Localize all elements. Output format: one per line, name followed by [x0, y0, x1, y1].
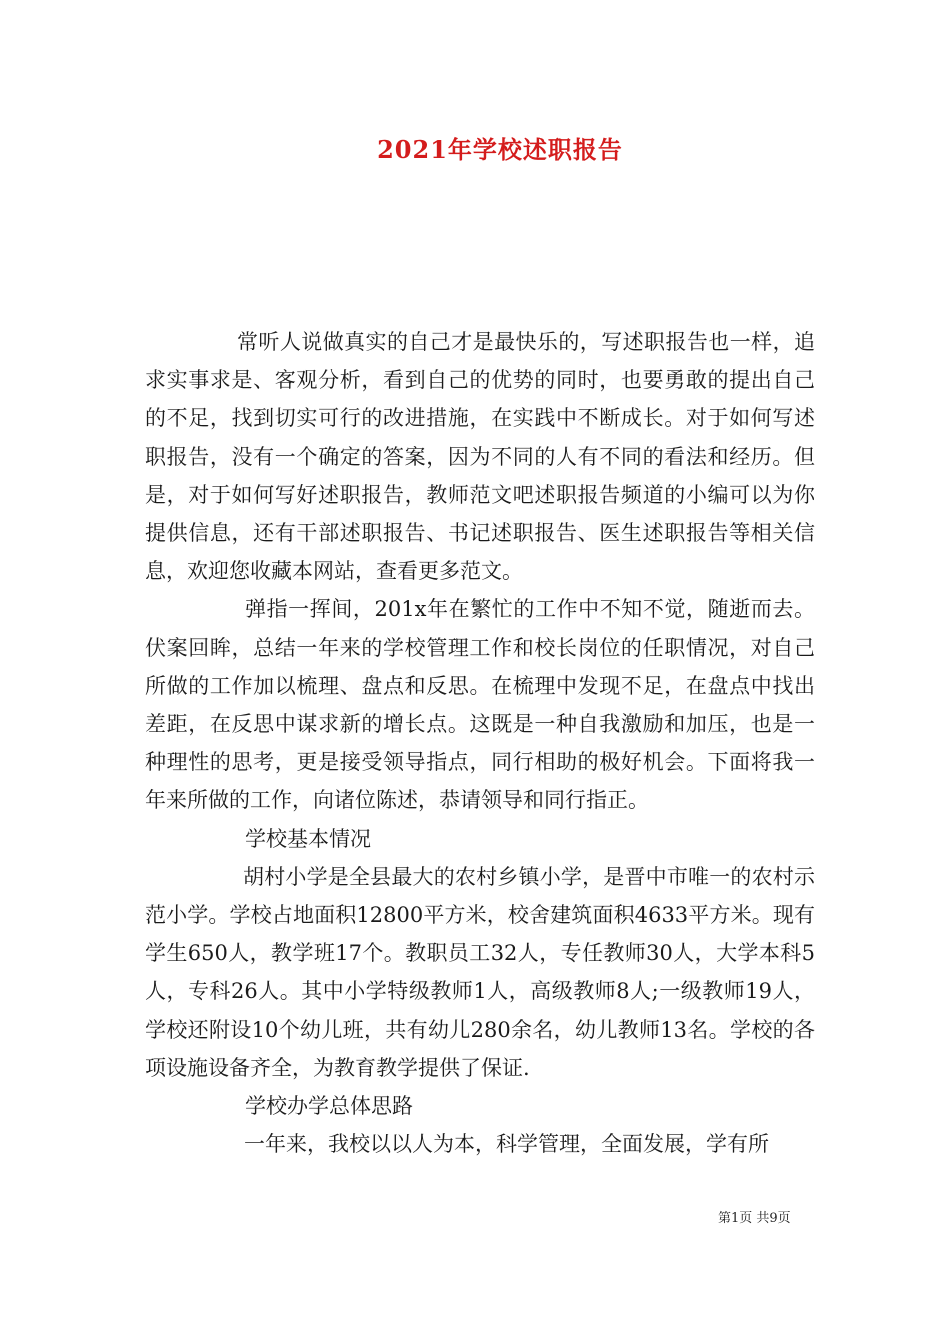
section-heading-school-overview: 学校基本情况 — [245, 826, 371, 851]
overall-approach-paragraph: 一年来，我校以以人为本，科学管理，全面发展，学有所 — [244, 1132, 769, 1157]
intro-paragraph: 常听人说做真实的自己才是最快乐的，写述职报告也一样，追求实事求是、客观分析，看到自己的优势的同时，也要勇敢的提出自己的不足，找到切实可行的改进措施，在实践中不断成长。对于如何写述职报告，没有一个确定的答案，因为不同的人有不同的看法和经历。但是，对于如何写好述职报告，教师范文吧述职报告频道的小编可以为你提供信息，还有干部述职报告、书记述职报告、医生述职报告等相关信息，欢迎您收藏本网站，查看更多范文。 — [145, 330, 815, 584]
section-heading-overall-approach: 学校办学总体思路 — [245, 1094, 413, 1119]
page-number: 第1页 共9页 — [718, 1211, 791, 1226]
school-overview-paragraph: 胡村小学是全县最大的农村乡镇小学，是晋中市唯一的农村示范小学。学校占地面积12800平方米，校舍建筑面积4633平方米。现有学生650人，教学班17个。教职员工32人，专任教师30人，大学本科5人，专科26人。其中小学特级教师1人，高级教师8人;一级教师19人，学校还附设10个幼儿班，共有幼儿280余名，幼儿教师13名。学校的各项设施设备齐全，为教育教学提供了保证. — [145, 864, 815, 1080]
review-paragraph: 弹指一挥间，201x年在繁忙的工作中不知不觉，随逝而去。伏案回眸，总结一年来的学校管理工作和校长岗位的任职情况，对自己所做的工作加以梳理、盘点和反思。在梳理中发现不足，在盘点中找出差距，在反思中谋求新的增长点。这既是一种自我激励和加压，也是一种理性的思考，更是接受领导指点，同行相助的极好机会。下面将我一年来所做的工作，向诸位陈述，恭请领导和同行指正。 — [145, 597, 815, 813]
document-title: 2021年学校述职报告 — [377, 135, 623, 164]
document-body — [145, 323, 815, 1163]
